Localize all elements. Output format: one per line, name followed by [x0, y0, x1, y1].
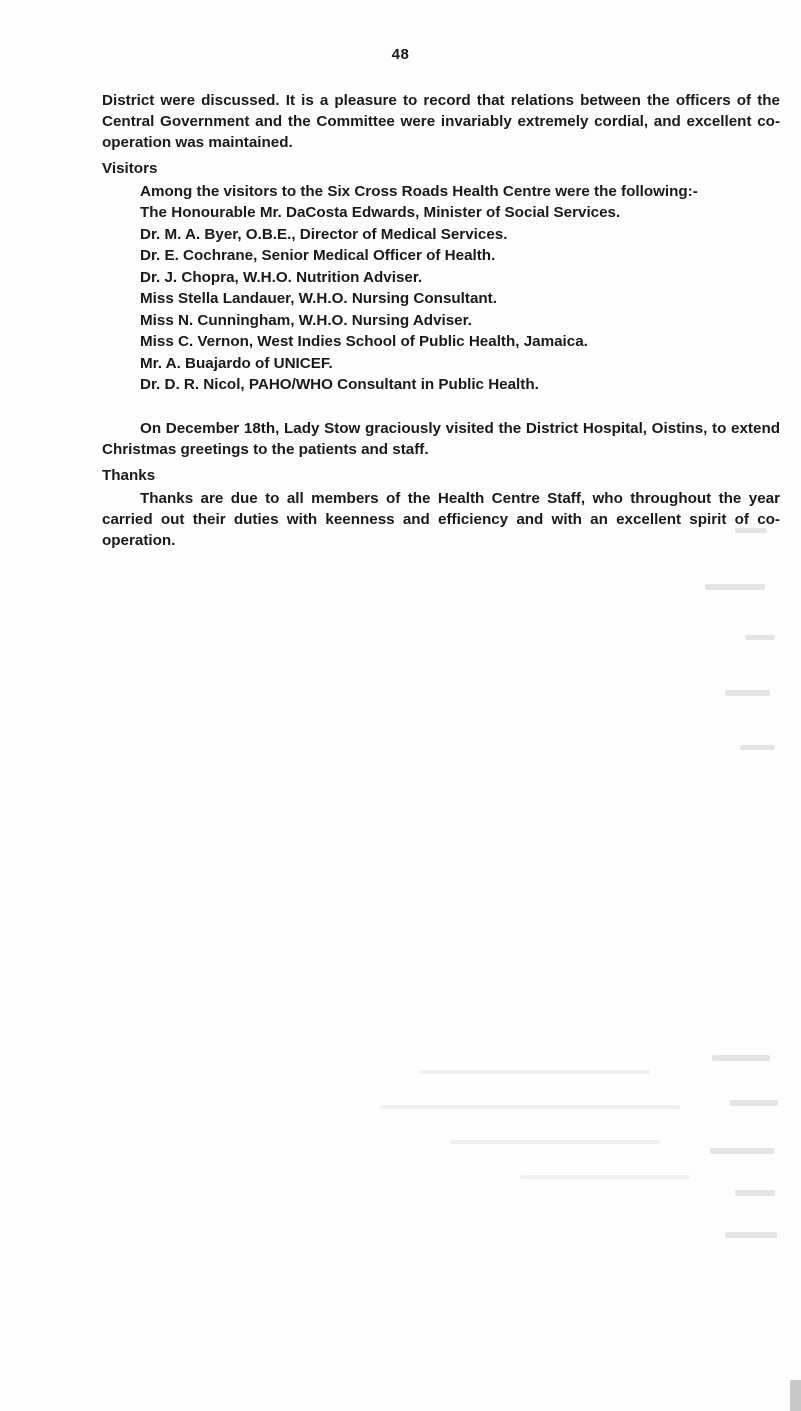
visitors-list — [140, 202, 780, 396]
lady-stow-paragraph: On December 18th, Lady Stow graciously visited the District Hospital, Oistins, to extend Christmas greetings to the patients and staff. — [102, 420, 780, 458]
visitor-item: Mr. A. Buajardo of UNICEF. — [140, 354, 333, 372]
visitor-item: Dr. D. R. Nicol, PAHO/WHO Consultant in Public Health. — [140, 376, 539, 393]
visitor-item: Miss N. Cunningham, W.H.O. Nursing Adviser. — [140, 311, 472, 329]
visitor-item: Miss C. Vernon, West Indies School of Public Health, Jamaica. — [140, 333, 588, 350]
visitor-item: Miss Stella Landauer, W.H.O. Nursing Consultant. — [140, 290, 497, 307]
visitor-item: Dr. E. Cochrane, Senior Medical Officer of Health. — [140, 247, 496, 264]
page-number: 48 — [391, 46, 410, 63]
visitor-item: The Honourable Mr. DaCosta Edwards, Minister of Social Services. — [140, 204, 621, 221]
thanks-heading: Thanks — [102, 467, 156, 484]
intro-paragraph: District were discussed. It is a pleasure to record that relations between the officers of the Central Government and the Committee were invariably extremely cordial, and excellent co-operation was maintained. — [102, 92, 780, 151]
visitors-heading: Visitors — [102, 160, 158, 177]
visitor-item: Dr. M. A. Byer, O.B.E., Director of Medical Services. — [140, 225, 508, 243]
visitors-intro: Among the visitors to the Six Cross Roads Health Centre were the following:- — [140, 183, 698, 200]
thanks-paragraph: Thanks are due to all members of the Health Centre Staff, who throughout the year carried out their duties with keenness and efficiency and with an excellent spirit of co-operation. — [102, 490, 780, 549]
visitor-item: Dr. J. Chopra, W.H.O. Nutrition Adviser. — [140, 268, 423, 286]
